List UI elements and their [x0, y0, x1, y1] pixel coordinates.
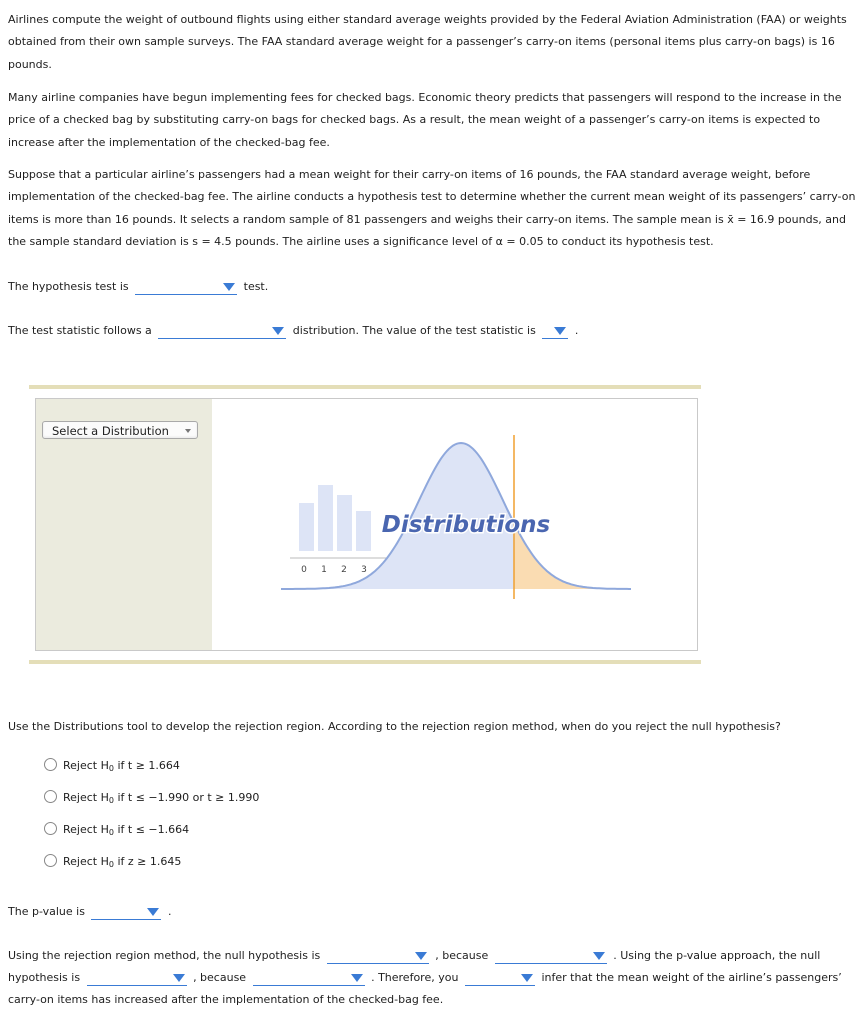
histogram-bar: [356, 511, 371, 551]
axis-tick-label: 1: [321, 565, 327, 575]
intro-paragraph-3: Suppose that a particular airline’s passengers had a mean weight for their carry-on items of 16 pounds, the FAA standard average weight, before implementation of the checked-bag fee. The airline conducts a hypothesis test to determine whether the current mean weight of its passengers’ carry-on items is more than 16 pounds. It selects a random sample of 81 passengers and weighs their carry-on items. The sample mean is x̄ = 16.9 pounds, and the sample standard deviation is s = 4.5 pounds. The airline uses a significance level of α = 0.05 to conduct its hypothesis test.: [8, 168, 856, 248]
distributions-tool: [35, 398, 698, 651]
rejection-option[interactable]: Reject $H_0$ if t ≤ −1.990 or t ≥ 1.990: [44, 790, 259, 806]
dropdown-arrow-icon: [147, 908, 159, 916]
select-distribution-label: Select a Distribution: [52, 424, 169, 438]
question-text: The test statistic follows a: [8, 324, 152, 337]
dropdown-arrow-icon: [521, 974, 533, 982]
radio-button[interactable]: [44, 758, 57, 771]
rejection-reason-dropdown[interactable]: [495, 949, 607, 964]
test-statistic-dropdown[interactable]: [542, 324, 568, 339]
conclusion-line-2: hypothesis is , because . Therefore, you infer that the mean weight of the airline’s passengers’: [8, 971, 842, 984]
histogram-bar: [337, 495, 352, 551]
rejection-question: Use the Distributions tool to develop the rejection region. According to the rejection region method, when do you reject the null hypothesis?: [8, 720, 781, 733]
radio-button[interactable]: [44, 822, 57, 835]
dropdown-arrow-icon: [554, 327, 566, 335]
distribution-dropdown[interactable]: [158, 324, 286, 339]
question-test-statistic: [8, 323, 578, 339]
intro-paragraph-1: Airlines compute the weight of outbound flights using either standard average weights provided by the Federal Aviation Administration (FAA) or weights obtained from their own sample surveys. The FAA standard average weight for a passenger’s carry-on items (personal items plus carry-on bags) is 16 pounds.: [8, 13, 847, 71]
question-text: .: [574, 324, 579, 337]
axis-tick-label: 0: [301, 565, 307, 575]
question-test-type: [8, 279, 268, 295]
dropdown-arrow-icon: [351, 974, 363, 982]
axis-tick-label: 3: [361, 565, 367, 575]
radio-button[interactable]: [44, 854, 57, 867]
conclusion-line-3: carry-on items has increased after the implementation of the checked-bag fee.: [8, 993, 444, 1006]
rejection-option[interactable]: Reject $H_0$ if t ≥ 1.664: [44, 758, 180, 774]
tool-bottom-divider: [29, 660, 701, 664]
question-text: The hypothesis test is: [8, 280, 129, 293]
rejection-option[interactable]: Reject $H_0$ if z ≥ 1.645: [44, 854, 181, 870]
histogram-bar: [318, 485, 333, 551]
histogram-bar: [299, 503, 314, 551]
conclusion-line-1: Using the rejection region method, the null hypothesis is , because . Using the p-value approach, the null: [8, 949, 821, 962]
question-text: The p-value is: [8, 905, 85, 918]
distributions-title: Distributions: [381, 512, 551, 538]
intro-paragraph-2: Many airline companies have begun implementing fees for checked bags. Economic theory predicts that passengers will respond to the increase in the price of a checked bag by substituting carry-on bags for checked bags. As a result, the mean weight of a passenger’s carry-on items is expected to increase after the implementation of the checked-bag fee.: [8, 91, 842, 149]
tool-top-divider: [29, 385, 701, 389]
question-text: .: [167, 905, 172, 918]
question-p-value: [8, 904, 171, 920]
question-text: distribution. The value of the test statistic is: [292, 324, 536, 337]
rejection-decision-dropdown[interactable]: [327, 949, 429, 964]
distributions-graphic: [36, 399, 697, 650]
rejection-option[interactable]: Reject $H_0$ if t ≤ −1.664: [44, 822, 189, 838]
dropdown-arrow-icon: [272, 327, 284, 335]
axis-tick-label: 2: [341, 565, 347, 575]
p-value-reason-dropdown[interactable]: [253, 971, 365, 986]
dropdown-arrow-icon: [223, 283, 235, 291]
test-type-dropdown[interactable]: [135, 280, 237, 295]
p-value-dropdown[interactable]: [91, 905, 161, 920]
conclusion-dropdown[interactable]: [465, 971, 535, 986]
dropdown-arrow-icon: [415, 952, 427, 960]
radio-button[interactable]: [44, 790, 57, 803]
p-value-decision-dropdown[interactable]: [87, 971, 187, 986]
dropdown-arrow-icon: [593, 952, 605, 960]
dropdown-arrow-icon: [173, 974, 185, 982]
question-text: test.: [243, 280, 269, 293]
